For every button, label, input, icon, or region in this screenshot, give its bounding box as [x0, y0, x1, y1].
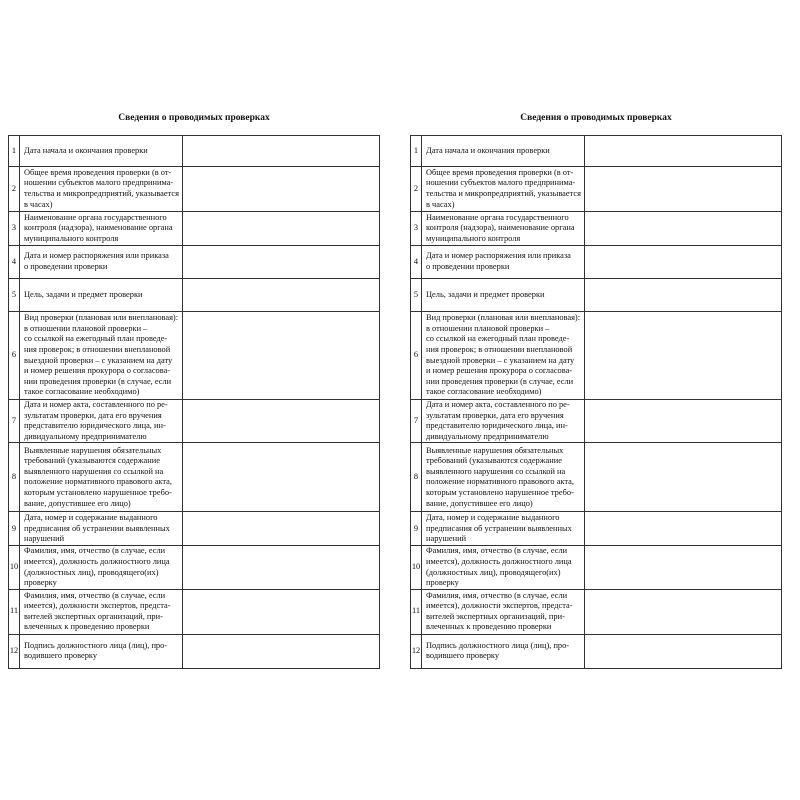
row-value-field[interactable] — [183, 136, 380, 167]
table-row — [9, 246, 380, 279]
row-number: 5 — [411, 279, 422, 312]
table-row — [9, 589, 380, 634]
row-label: Общее время проведения проверки (в от- ношении субъектов малого предпринима- тельства и микропредприятий, указывается в часах) — [422, 167, 585, 212]
row-number: 9 — [9, 512, 20, 546]
row-number: 6 — [411, 312, 422, 400]
row-label: Цель, задачи и предмет проверки — [422, 279, 585, 312]
table-row — [9, 312, 380, 400]
table-row — [411, 443, 782, 512]
row-label: Дата и номер акта, составленного по ре- зультатам проверки, дата его вручения представителю юридического лица, ин- дивидуальному предпринимателю — [20, 400, 183, 443]
row-value-field[interactable] — [585, 400, 782, 443]
row-value-field[interactable] — [585, 512, 782, 546]
row-value-field[interactable] — [183, 312, 380, 400]
row-label: Выявленные нарушения обязательных требований (указываются содержание выявленного нарушения со ссылкой на положение нормативного правового акта, которым установлено нарушенное требо- вание, допустившее его лицо) — [422, 443, 585, 512]
row-label: Подпись должностного лица (лиц), про- водившего проверку — [20, 634, 183, 668]
row-value-field[interactable] — [585, 312, 782, 400]
row-label: Подпись должностного лица (лиц), про- водившего проверку — [422, 634, 585, 668]
row-value-field[interactable] — [585, 443, 782, 512]
table-row — [411, 512, 782, 546]
row-value-field[interactable] — [183, 167, 380, 212]
table-row — [411, 212, 782, 246]
row-number: 12 — [9, 634, 20, 668]
row-label: Дата начала и окончания проверки — [422, 136, 585, 167]
row-number: 10 — [411, 546, 422, 589]
row-number: 1 — [411, 136, 422, 167]
row-number: 4 — [9, 246, 20, 279]
table-row — [9, 634, 380, 668]
row-label: Цель, задачи и предмет проверки — [20, 279, 183, 312]
row-number: 1 — [9, 136, 20, 167]
row-value-field[interactable] — [585, 589, 782, 634]
table-row — [9, 136, 380, 167]
table-row — [9, 443, 380, 512]
row-value-field[interactable] — [183, 279, 380, 312]
table-row — [9, 546, 380, 589]
row-value-field[interactable] — [183, 246, 380, 279]
row-label: Дата и номер акта, составленного по ре- зультатам проверки, дата его вручения представителю юридического лица, ин- дивидуальному предпринимателю — [422, 400, 585, 443]
row-number: 10 — [9, 546, 20, 589]
table-row — [9, 400, 380, 443]
row-value-field[interactable] — [585, 167, 782, 212]
page-title: Сведения о проводимых проверках — [520, 113, 672, 123]
row-label: Наименование органа государственного контроля (надзора), наименование органа муниципального контроля — [20, 212, 183, 246]
row-number: 7 — [9, 400, 20, 443]
row-label: Фамилия, имя, отчество (в случае, если имеется), должность должностного лица (должностных лиц), проводящего(их) проверку — [20, 546, 183, 589]
row-number: 2 — [9, 167, 20, 212]
row-value-field[interactable] — [585, 136, 782, 167]
table-row — [411, 246, 782, 279]
row-number: 12 — [411, 634, 422, 668]
row-label: Фамилия, имя, отчество (в случае, если имеется), должность должностного лица (должностных лиц), проводящего(их) проверку — [422, 546, 585, 589]
row-number: 11 — [411, 589, 422, 634]
row-number: 2 — [411, 167, 422, 212]
row-label: Фамилия, имя, отчество (в случае, если имеется), должности экспертов, предста- вителей экспертных организаций, при- влеченных к проведению проверки — [422, 589, 585, 634]
row-value-field[interactable] — [585, 634, 782, 668]
table-row — [411, 400, 782, 443]
row-number: 8 — [9, 443, 20, 512]
row-number: 9 — [411, 512, 422, 546]
row-value-field[interactable] — [585, 279, 782, 312]
row-number: 3 — [9, 212, 20, 246]
row-value-field[interactable] — [183, 212, 380, 246]
page-title: Сведения о проводимых проверках — [118, 113, 270, 123]
row-number: 6 — [9, 312, 20, 400]
row-value-field[interactable] — [585, 212, 782, 246]
table-row — [411, 279, 782, 312]
table-row — [9, 512, 380, 546]
row-label: Дата и номер распоряжения или приказа о проведении проверки — [422, 246, 585, 279]
row-label: Общее время проведения проверки (в от- ношении субъектов малого предпринима- тельства и микропредприятий, указывается в часах) — [20, 167, 183, 212]
row-label: Выявленные нарушения обязательных требований (указываются содержание выявленного нарушения со ссылкой на положение нормативного правового акта, которым установлено нарушенное требо- вание, допустившее его лицо) — [20, 443, 183, 512]
row-number: 11 — [9, 589, 20, 634]
row-value-field[interactable] — [183, 589, 380, 634]
table-row — [411, 312, 782, 400]
row-label: Фамилия, имя, отчество (в случае, если имеется), должности экспертов, предста- вителей экспертных организаций, при- влеченных к проведению проверки — [20, 589, 183, 634]
row-value-field[interactable] — [183, 400, 380, 443]
row-value-field[interactable] — [183, 546, 380, 589]
table-row — [411, 589, 782, 634]
row-label: Вид проверки (плановая или внеплановая): в отношении плановой проверки – со ссылкой на ежегодный план проведе- ния проверок; в отношении внеплановой выездной проверки – с указанием на дату и номер решения прокурора о согласова- нии проведения проверки (в случае, если такое согласование необходимо) — [20, 312, 183, 400]
inspection-table — [410, 135, 782, 669]
row-value-field[interactable] — [183, 512, 380, 546]
row-number: 7 — [411, 400, 422, 443]
table-row — [411, 634, 782, 668]
row-value-field[interactable] — [585, 246, 782, 279]
row-value-field[interactable] — [183, 634, 380, 668]
table-row — [9, 212, 380, 246]
row-value-field[interactable] — [183, 443, 380, 512]
row-label: Наименование органа государственного контроля (надзора), наименование органа муниципального контроля — [422, 212, 585, 246]
table-row — [411, 167, 782, 212]
table-row — [411, 136, 782, 167]
row-label: Дата, номер и содержание выданного предписания об устранении выявленных нарушений — [422, 512, 585, 546]
row-label: Дата начала и окончания проверки — [20, 136, 183, 167]
table-row — [411, 546, 782, 589]
row-number: 5 — [9, 279, 20, 312]
row-label: Дата и номер распоряжения или приказа о проведении проверки — [20, 246, 183, 279]
table-row — [9, 279, 380, 312]
table-row — [9, 167, 380, 212]
row-value-field[interactable] — [585, 546, 782, 589]
row-label: Дата, номер и содержание выданного предписания об устранении выявленных нарушений — [20, 512, 183, 546]
inspection-table — [8, 135, 380, 669]
row-number: 4 — [411, 246, 422, 279]
row-label: Вид проверки (плановая или внеплановая): в отношении плановой проверки – со ссылкой на ежегодный план проведе- ния проверок; в отношении внеплановой выездной проверки – с указанием на дату и номер решения прокурора о согласова- нии проведения проверки (в случае, если такое согласование необходимо) — [422, 312, 585, 400]
page-right — [410, 0, 790, 800]
row-number: 3 — [411, 212, 422, 246]
page-left — [8, 0, 388, 800]
row-number: 8 — [411, 443, 422, 512]
